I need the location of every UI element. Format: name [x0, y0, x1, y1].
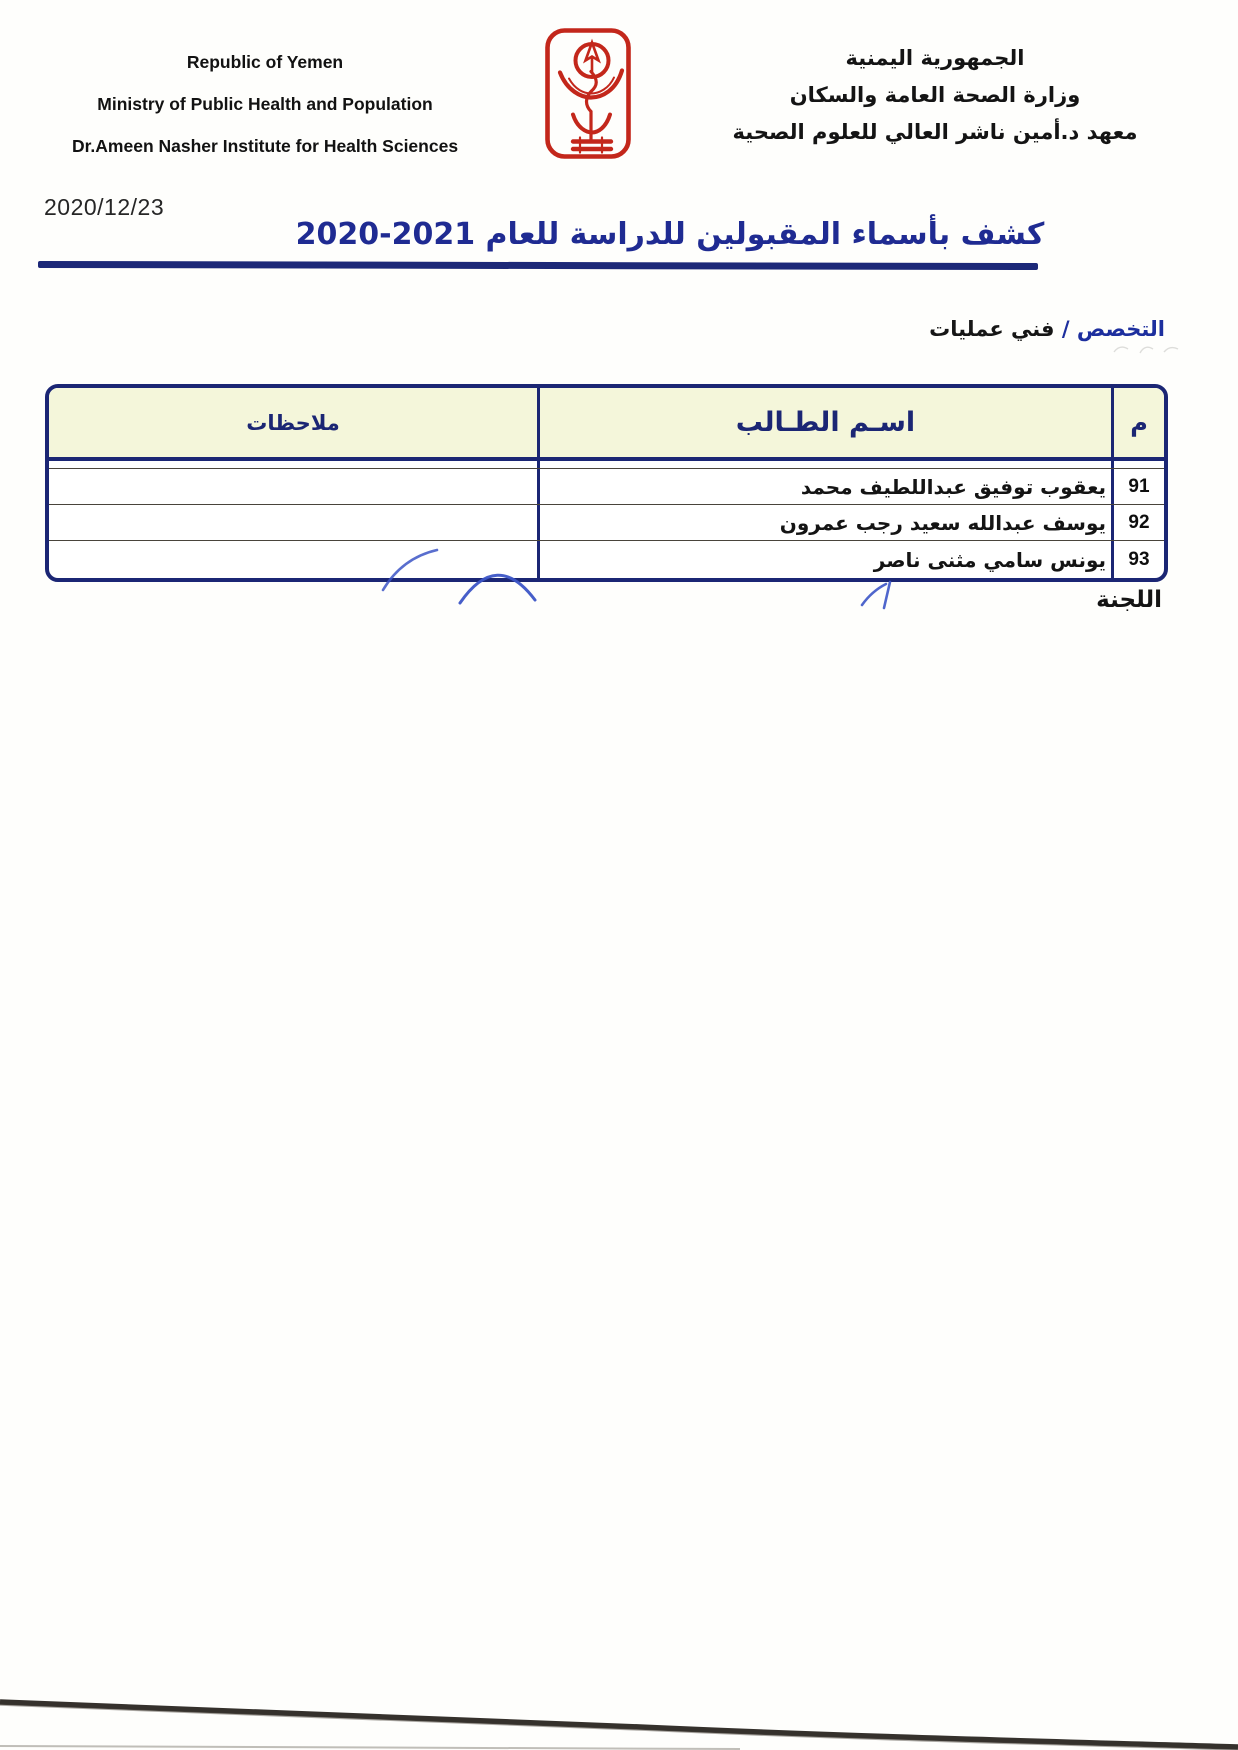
table-row [49, 469, 1164, 505]
cell-index: 91 [1128, 475, 1150, 497]
cell-notes [49, 469, 537, 504]
country-name-en: Republic of Yemen [186, 52, 344, 72]
institute-caduceus-logo-icon [544, 27, 632, 160]
committee-label: اللجنة [1096, 587, 1162, 613]
cell-index: 92 [1128, 511, 1150, 533]
column-header-notes: ملاحظات [246, 410, 340, 435]
cell-student-name: يوسف عبدالله سعيد رجب عمرون [537, 505, 1114, 540]
table-row [49, 505, 1164, 541]
scan-edge-artifact [0, 1692, 1238, 1750]
column-header-student-name: اسـم الطـالب [537, 388, 1114, 457]
table-header-row [49, 388, 1164, 461]
ministry-name-ar: وزارة الصحة العامة والسكان [789, 83, 1081, 107]
document-date: 2020/12/23 [44, 194, 165, 220]
specialization-label: التخصص / [1061, 317, 1165, 341]
country-name-ar: الجمهورية اليمنية [845, 46, 1025, 70]
document-title: كشف بأسماء المقبولين للدراسة للعام 2021-2020 [295, 217, 1045, 252]
cell-student-name: يعقوب توفيق عبداللطيف محمد [537, 469, 1114, 504]
cell-student-name: يونس سامي مثنى ناصر [537, 541, 1114, 578]
arabic-header-block [730, 46, 1140, 157]
cell-index: 93 [1128, 548, 1150, 570]
title-underline-rule [38, 261, 1038, 270]
institute-name-ar: معهد د.أمين ناشر العالي للعلوم الصحية [732, 120, 1138, 144]
ministry-name-en: Ministry of Public Health and Population [97, 94, 433, 114]
english-header-block [55, 52, 475, 178]
pen-signature-ink [375, 543, 920, 621]
institute-name-en: Dr.Ameen Nasher Institute for Health Sciences [71, 136, 459, 156]
specialization-value: فني عمليات [929, 317, 1055, 341]
specialization-line [929, 317, 1165, 341]
cell-notes [49, 505, 537, 540]
column-header-index: م [1130, 408, 1148, 437]
table-spacer-row [49, 461, 1164, 469]
pencil-mark-artifact [1106, 340, 1186, 360]
